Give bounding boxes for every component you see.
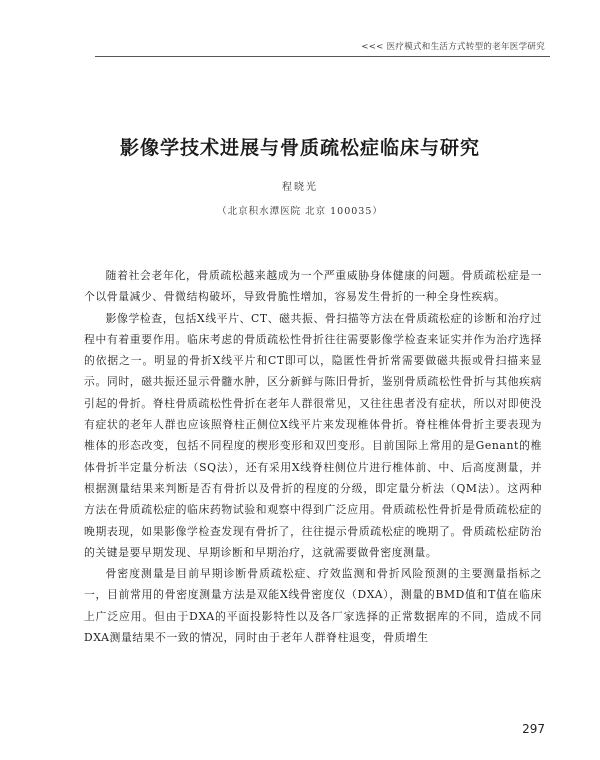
paragraph-intro: 随着社会老年化，骨质疏松越来越成为一个严重威胁身体健康的问题。骨质疏松症是一个以骨量减少、骨微结构破坏，导致骨脆性增加，容易发生骨折的一种全身性疾病。 [84, 269, 542, 304]
article-title: 影像学技术进展与骨质疏松症临床与研究 [119, 137, 480, 159]
running-header: <<< 医疗模式和生活方式转型的老年医学研究 [361, 42, 545, 52]
author-name: 程晓光 [282, 182, 318, 193]
page-number: 297 [522, 722, 545, 736]
article-body [84, 265, 542, 648]
paragraph-imaging: 影像学检查，包括X线平片、CT、磁共振、骨扫描等方法在骨质疏松症的诊断和治疗过程中有着重要作用。临床考虑的骨质疏松性骨折往往需要影像学检查来证实并作为治疗选择的依据之一。明显的骨折X线平片和CT即可以，隐匿性骨折常需要做磁共振或骨扫描来显示。同时，磁共振还显示骨髓水肿，区分新鲜与陈旧骨折，鉴别骨质疏松性骨折与其他疾病引起的骨折。脊柱骨质疏松性骨折在老年人群很常见，又往往患者没有症状，所以对即使没有症状的老年人群也应该照脊柱正侧位X线平片来发现椎体骨折。脊柱椎体骨折主要表现为椎体的形态改变，包括不同程度的楔形变形和双凹变形。目前国际上常用的是Genant的椎体骨折半定量分析法（SQ法），还有采用X线脊柱侧位片进行椎体前、中、后高度测量，并根据测量结果来判断是否有骨折以及骨折的程度的分级，即定量分析法（QM法）。这两种方法在骨质疏松症的临床药物试验和观察中得到广泛应用。骨质疏松性骨折是骨质疏松症的晚期表现，如果影像学检查发现有骨折了，往往提示骨质疏松症的晚期了。骨质疏松症防治的关键是要早期发现、早期诊断和早期治疗，这就需要做骨密度测量。 [84, 311, 542, 559]
header-divider [95, 56, 550, 57]
paragraph-bone-density: 骨密度测量是目前早期诊断骨质疏松症、疗效监测和骨折风险预测的主要测量指标之一，目前常用的骨密度测量方法是双能X线骨密度仪（DXA），测量的BMD值和T值在临床上广泛应用。但由于DXA的平面投影特性以及各厂家选择的正常数据库的不同，造成不同DXA测量结果不一致的情况，同时由于老年人群脊柱退变，骨质增生 [84, 567, 542, 645]
author-affiliation: （北京积水潭医院 北京 100035） [217, 206, 383, 217]
